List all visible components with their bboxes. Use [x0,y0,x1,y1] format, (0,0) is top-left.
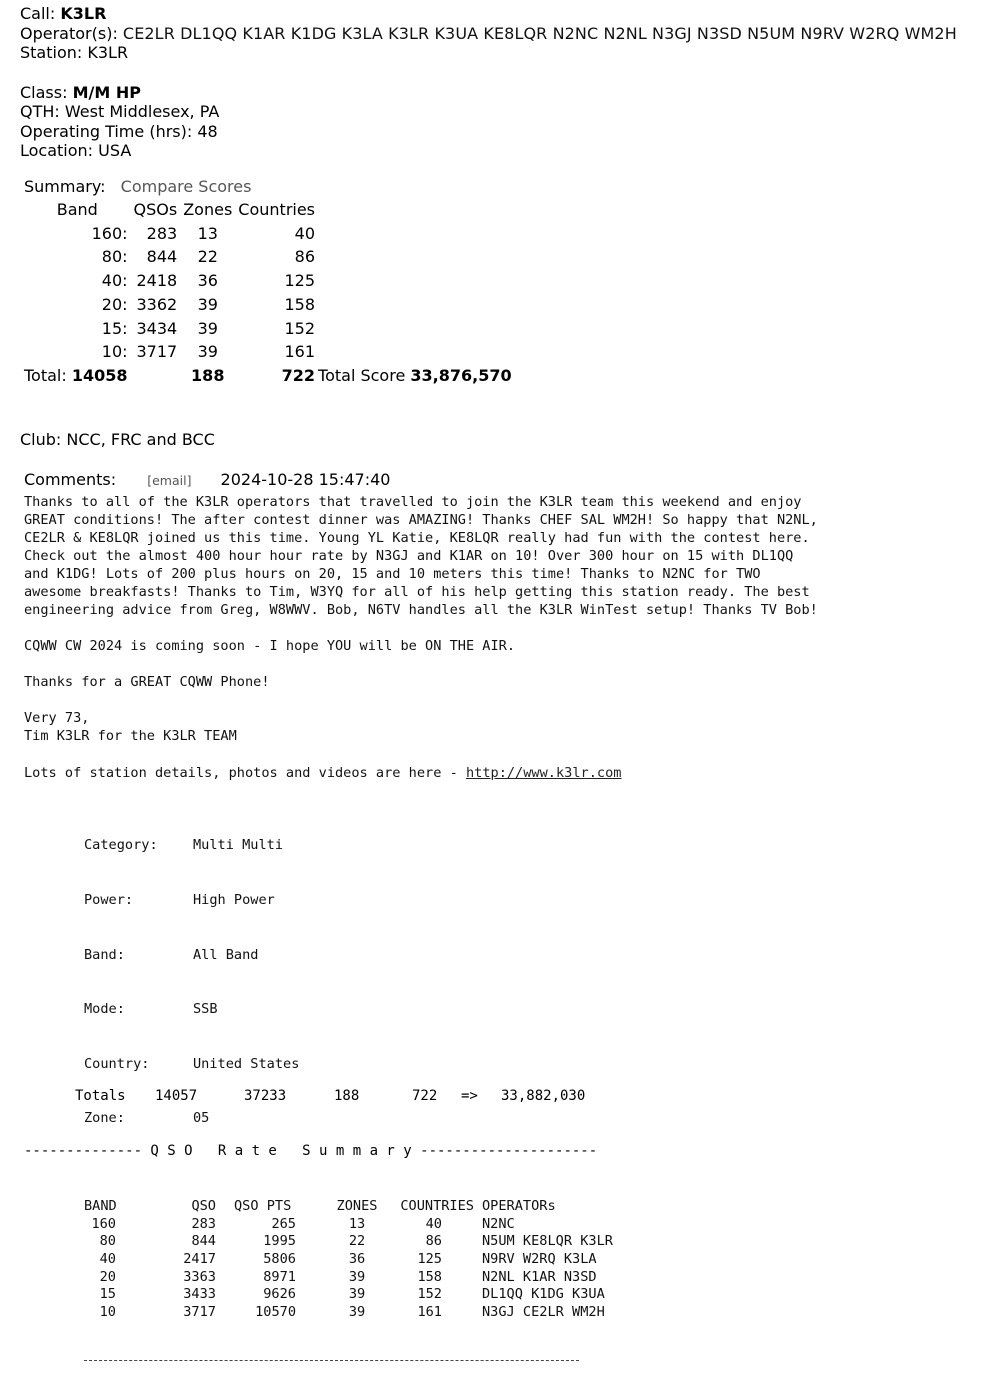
cell-qso: 3717 [183,1303,216,1320]
cell-zones: 39 [348,1303,366,1320]
cell-operators: N9RV W2RQ K3LA [482,1251,597,1268]
cell-qso-pts: 265 [271,1215,296,1232]
cell-countries: 40 [425,1215,442,1232]
cell-qso: 844 [191,1233,216,1250]
table-row [24,293,515,317]
totals-zones: 188 [334,1088,360,1104]
cell-zones: 13 [197,223,218,243]
cell-qso-pts: 9626 [263,1286,296,1303]
compare-scores-link[interactable]: Compare Scores [120,177,252,196]
table-row [24,340,515,364]
summary-label: Summary: [24,177,106,196]
total-score-cell [318,364,515,388]
band-breakdown-table [84,1198,662,1321]
cell-operators: N3GJ CE2LR WM2H [482,1303,605,1320]
table-row [84,1216,662,1234]
total-score-label: Total Score [318,365,406,385]
cell-band: 10: [101,342,128,362]
detail-label: Power: [84,892,134,909]
cell-operators: N2NL K1AR N3SD [482,1268,597,1285]
cell-qso: 3433 [183,1286,216,1303]
col-band: Band [56,200,98,219]
table-row [24,222,515,246]
cell-countries: 125 [284,271,316,291]
totals-arrow: => [461,1088,478,1104]
detail-category [84,836,662,854]
table-row [24,269,515,293]
totals-pts: 37233 [244,1088,287,1104]
cell-band: 160: [91,223,128,243]
totals-countries: 722 [412,1088,438,1104]
call-row [20,4,957,24]
col-qso: QSO [191,1198,216,1215]
email-link[interactable]: [email] [147,473,192,488]
totals-label: Totals [75,1088,126,1104]
cell-band: 20 [99,1268,116,1285]
cell-countries: 152 [417,1286,442,1303]
club-label: Club: [20,430,62,449]
cell-countries: 161 [284,342,316,362]
comment-line: and K1DG! Lots of 200 plus hours on 20, 15 and 10 meters this time! Thanks to N2NC for TWO [24,566,761,583]
detail-label: Band: [84,946,125,963]
cell-qsos: 3434 [136,318,178,338]
total-cell [24,364,131,388]
detail-mode [84,1000,662,1018]
table-row [84,1251,662,1269]
comment-line: awesome breakfasts! Thanks to Tim, W3YQ for all of his help getting this station ready. The best [24,584,810,601]
totals-score: 33,882,030 [501,1088,586,1104]
comments-paragraph [24,493,994,619]
cell-countries: 152 [284,318,316,338]
station-value: K3LR [87,43,129,62]
header-block [20,4,957,161]
table-row [24,317,515,341]
detail-value: 05 [193,1110,210,1127]
cell-zones: 39 [197,318,218,338]
cell-band: 80 [99,1233,116,1250]
cell-zones: 22 [197,247,218,267]
summary-total-row [24,364,515,388]
class-row [20,83,957,103]
operators-list: CE2LR DL1QQ K1AR K1DG K3LA K3LR K3UA KE8LQR N2NC N2NL N3GJ N3SD N5UM N9RV W2RQ WM2H [122,23,957,43]
cell-operators: N5UM KE8LQR K3LR [482,1233,613,1250]
rate-summary-header: -------------- Q S O R a t e S u m m a r y --------------------- [24,1143,598,1159]
detail-country [84,1055,662,1073]
total-score: 33,876,570 [410,365,512,385]
cell-qso: 3363 [183,1268,216,1285]
comment-line: Thanks for a GREAT CQWW Phone! [24,674,270,691]
comments-body [24,493,994,782]
detail-label: Country: [84,1055,150,1072]
k3lr-website-link[interactable]: http://www.k3lr.com [465,764,622,781]
col-zones: ZONES [336,1198,378,1215]
detail-value: United States [193,1055,300,1072]
table-row [84,1304,662,1322]
location-value: USA [98,141,132,160]
detail-value: SSB [193,1001,218,1018]
cell-qso: 2417 [183,1251,216,1268]
cell-band: 15 [99,1286,116,1303]
detail-value: High Power [193,892,275,909]
detail-power [84,891,662,909]
band-table-header [84,1198,662,1216]
cell-operators: N2NC [482,1215,515,1232]
cell-countries: 40 [294,223,316,243]
summary-header-row [24,198,515,222]
col-band: BAND [84,1198,117,1215]
cell-qsos: 3717 [136,342,178,362]
operators-label: Operator(s): [20,23,118,43]
class-value: M/M HP [72,82,141,102]
cell-operators: DL1QQ K1DG K3UA [482,1286,605,1303]
cell-qso-pts: 8971 [263,1268,296,1285]
cell-zones: 36 [197,271,218,291]
cell-countries: 86 [294,247,316,267]
qth-label: QTH: [20,102,60,121]
operating-time-row [20,122,957,142]
station-row [20,43,957,63]
cell-band: 10 [99,1303,116,1320]
detail-label: Category: [84,837,158,854]
detail-value: All Band [193,946,259,963]
cell-countries: 158 [284,294,316,314]
details-text: Lots of station details, photos and videos are here - [24,764,466,781]
comment-line: GREAT conditions! The after contest dinner was AMAZING! Thanks CHEF SAL WM2H! So happy that N2NL, [24,512,818,529]
detail-value: Multi Multi [193,837,284,854]
cell-qso: 283 [191,1215,216,1232]
class-label: Class: [20,82,68,102]
cell-zones: 13 [348,1215,366,1232]
detail-label: Zone: [84,1110,125,1127]
table-row [84,1269,662,1287]
location-label: Location: [20,141,94,160]
signature-line: Tim K3LR for the K3LR TEAM [24,728,237,745]
comment-line: engineering advice from Greg, W8WWV. Bob, N6TV handles all the K3LR WinTest setup! Thanks TV Bob! [24,602,818,619]
empty-cell [131,364,181,388]
cell-qsos: 844 [146,247,178,267]
operating-time-value: 48 [197,121,218,141]
cell-countries: 86 [425,1233,442,1250]
total-label: Total: [24,365,67,385]
operators-row [20,24,957,44]
cell-qso-pts: 5806 [263,1251,296,1268]
totals-qso: 14057 [155,1088,198,1104]
cell-countries: 161 [417,1303,442,1320]
cell-band: 15: [101,318,128,338]
operating-time-label: Operating Time (hrs): [20,121,193,141]
table-row [84,1233,662,1251]
comments-timestamp: 2024-10-28 15:47:40 [220,470,391,489]
dashed-separator [84,1360,579,1361]
details-line [24,764,994,782]
cell-qsos: 2418 [136,271,178,291]
cell-band: 80: [101,247,128,267]
call-label: Call: [20,4,56,23]
comment-line: CQWW CW 2024 is coming soon - I hope YOU will be ON THE AIR. [24,638,516,655]
col-countries: Countries [238,200,316,219]
detail-label: Mode: [84,1001,125,1018]
detail-zone [84,1109,662,1127]
summary-title [24,176,515,198]
club-row [20,430,215,450]
comment-line: Thanks to all of the K3LR operators that travelled to join the K3LR team this weekend and enjoy [24,494,802,510]
cell-zones: 39 [197,294,218,314]
total-zones: 188 [191,365,225,385]
comment-line: CE2LR & KE8LQR joined us this time. Young YL Katie, KE8LQR really had fun with the contest here. [24,530,810,547]
cell-zones: 22 [348,1233,366,1250]
cell-zones: 39 [348,1268,366,1285]
station-label: Station: [20,43,83,62]
qth-value: West Middlesex, PA [64,102,220,121]
table-row [84,1286,662,1304]
club-value: NCC, FRC and BCC [66,430,215,449]
cell-qso-pts: 10570 [255,1303,296,1320]
cell-zones: 36 [348,1251,366,1268]
cell-countries: 158 [417,1268,442,1285]
cell-qsos: 3362 [136,294,178,314]
cell-band: 40: [101,271,128,291]
summary-section [24,176,515,388]
col-zones: Zones [183,200,233,219]
call-sign: K3LR [60,4,107,23]
cell-qsos: 283 [146,223,178,243]
signature-line: Very 73, [24,710,90,727]
cell-band: 40 [99,1251,116,1268]
comments-header [24,470,390,491]
location-row [20,141,957,161]
col-qso-pts: QSO PTS [234,1198,292,1215]
cell-qso-pts: 1995 [263,1233,296,1250]
col-operators: OPERATORs [482,1198,556,1215]
cell-band: 20: [101,294,128,314]
comment-line: Check out the almost 400 hour hour rate by N3GJ and K1AR on 10! Over 300 hour on 15 with DL1QQ [24,548,794,565]
detail-band [84,946,662,964]
total-countries: 722 [281,365,316,385]
cell-zones: 39 [197,342,218,362]
col-countries: COUNTRIES [400,1198,474,1215]
col-qsos: QSOs [133,200,178,219]
cell-zones: 39 [348,1286,366,1303]
summary-table [24,198,515,388]
comments-label: Comments: [24,470,117,489]
table-row [24,245,515,269]
qth-row [20,102,957,122]
total-qsos: 14058 [71,365,128,385]
cell-countries: 125 [417,1251,442,1268]
cell-band: 160 [91,1215,116,1232]
